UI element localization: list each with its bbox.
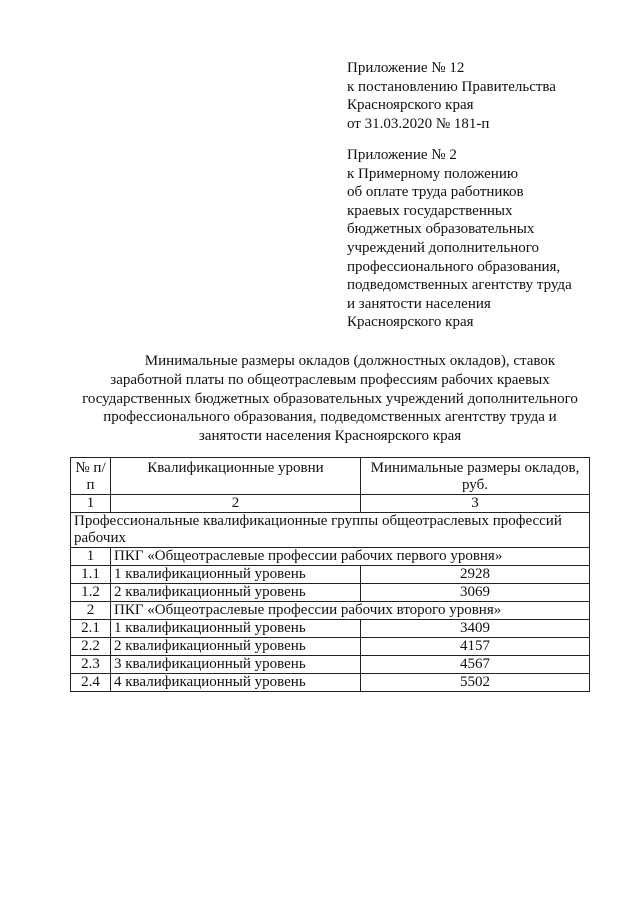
row-num: 2.2: [71, 638, 111, 656]
appendix-main-block: [347, 59, 607, 133]
column-number-row: [71, 495, 590, 513]
appendix-sub-block: [347, 146, 607, 332]
row-level: 3 квалификационный уровень: [111, 656, 361, 674]
row-level: 1 квалификационный уровень: [111, 620, 361, 638]
appendix-main-line: к постановлению Правительства: [347, 78, 556, 95]
header-salary: Минимальные размеры окладов, руб.: [361, 458, 590, 495]
pkg-num: 2: [71, 602, 111, 620]
document-title: [70, 352, 590, 446]
title-line: Минимальные размеры окладов (должностных окладов), ставок: [144, 353, 556, 369]
pkg-name: ПКГ «Общеотраслевые профессии рабочих первого уровня»: [111, 548, 590, 566]
row-num: 1.2: [71, 584, 111, 602]
pkg-name: ПКГ «Общеотраслевые профессии рабочих второго уровня»: [111, 602, 590, 620]
table-row: [71, 566, 590, 584]
appendix-sub-line: краевых государственных: [347, 202, 513, 219]
table-header-row: [71, 458, 590, 495]
group-title: Профессиональные квалификационные группы общеотраслевых профессий рабочих: [71, 513, 590, 548]
table-row: [71, 674, 590, 692]
row-salary: 3069: [361, 584, 590, 602]
group-title-row: [71, 513, 590, 548]
row-salary: 5502: [361, 674, 590, 692]
title-line: профессионального образования, подведомственных агентству труда и: [103, 409, 557, 426]
row-num: 2.1: [71, 620, 111, 638]
appendix-sub-line: к Примерному положению: [347, 165, 519, 182]
table-row: [71, 638, 590, 656]
table-row: [71, 656, 590, 674]
row-num: 2.3: [71, 656, 111, 674]
header-level: Квалификационные уровни: [111, 458, 361, 495]
row-salary: 4567: [361, 656, 590, 674]
col-number: 3: [361, 495, 590, 513]
appendix-sub-line: профессионального образования,: [347, 258, 561, 275]
col-number: 2: [111, 495, 361, 513]
table-row: [71, 620, 590, 638]
row-level: 1 квалификационный уровень: [111, 566, 361, 584]
appendix-main-line: Красноярского края: [347, 97, 474, 114]
appendix-sub-line: Приложение № 2: [347, 147, 457, 163]
appendix-sub-line: бюджетных образовательных: [347, 221, 535, 238]
title-line: заработной платы по общеотраслевым профессиям рабочих краевых: [110, 371, 550, 388]
appendix-sub-line: и занятости населения: [347, 295, 491, 312]
salary-table: [70, 457, 590, 692]
title-line: занятости населения Красноярского края: [198, 428, 462, 445]
title-line: государственных бюджетных образовательных учреждений дополнительного: [82, 390, 578, 407]
appendix-main-line: Приложение № 12: [347, 60, 465, 76]
appendix-main-line: от 31.03.2020 № 181-п: [347, 115, 490, 132]
row-salary: 2928: [361, 566, 590, 584]
row-level: 2 квалификационный уровень: [111, 584, 361, 602]
appendix-sub-line: Красноярского края: [347, 314, 474, 331]
pkg-row: [71, 548, 590, 566]
pkg-row: [71, 602, 590, 620]
appendix-sub-line: подведомственных агентству труда: [347, 277, 572, 294]
row-num: 1.1: [71, 566, 111, 584]
row-level: 4 квалификационный уровень: [111, 674, 361, 692]
row-salary: 4157: [361, 638, 590, 656]
col-number: 1: [71, 495, 111, 513]
row-salary: 3409: [361, 620, 590, 638]
row-num: 2.4: [71, 674, 111, 692]
table-row: [71, 584, 590, 602]
appendix-sub-line: учреждений дополнительного: [347, 239, 540, 256]
row-level: 2 квалификационный уровень: [111, 638, 361, 656]
pkg-num: 1: [71, 548, 111, 566]
appendix-sub-line: об оплате труда работников: [347, 184, 524, 201]
header-num: № п/п: [71, 458, 111, 495]
